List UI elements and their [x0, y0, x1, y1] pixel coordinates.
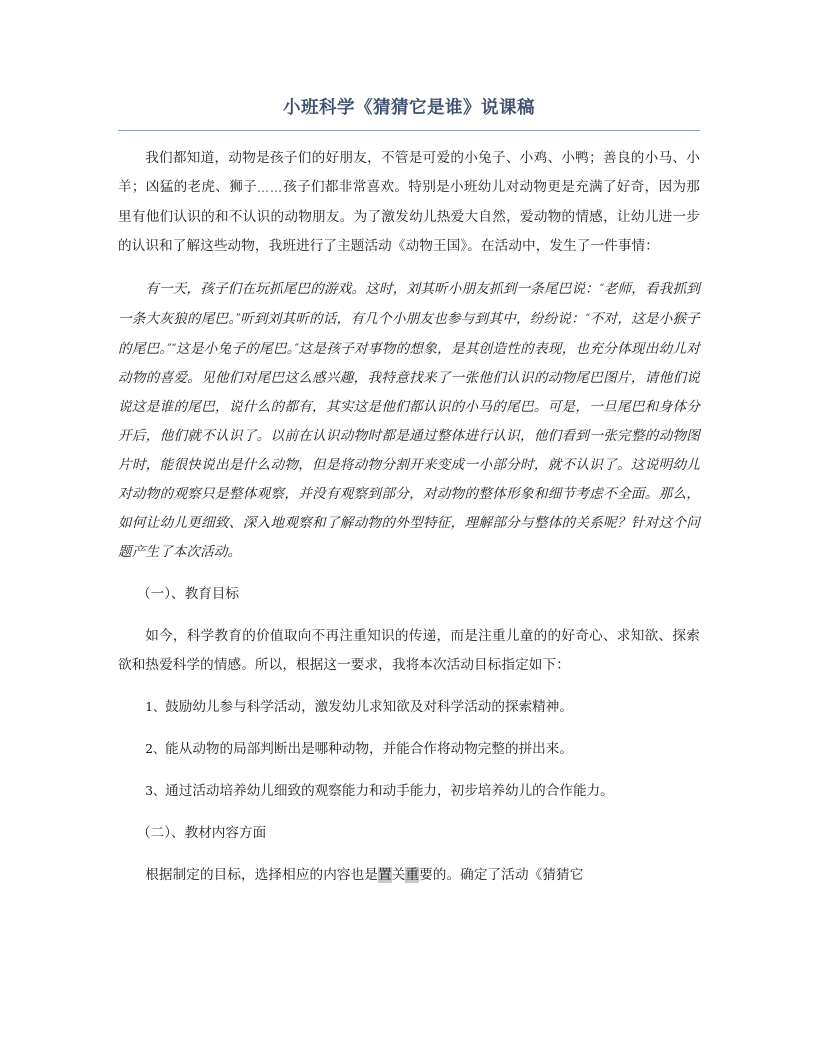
- story-part-b: 听到刘其昕的话，有几个小朋友也参与到其中，纷纷说：: [240, 310, 585, 327]
- list-item-number: 3、: [145, 784, 166, 798]
- list-item: [118, 735, 700, 764]
- list-item-text: 能从动物的局部判断出是哪种动物，并能合作将动物完整的拼出来。: [165, 741, 573, 757]
- highlighted-text-1: 置: [377, 867, 392, 883]
- story-part-c: 这是孩子对事物的想象，是其创造性的表现，也充分体现出幼儿对动物的喜爱。见他们对尾巴这么感兴趣，我特意找来了一张他们认识的动物尾巴图片，请他们说说这是谁的尾巴，说什么的都有，其实这是他们都认识的小马的尾巴。可是，一旦尾巴和身体分开后，他们就不认识了。以前在认识动物时都是通过整体进行认识，他们看到一张完整的动物图片时，能很快说出是什么动物，但是将动物分割开来变成一小部分时，就不认识了。这说明幼儿对动物的观察只是整体观察，并没有观察到部分，对动物的整体形象和细节考虑不全面。那么，如何让幼儿更细致、深入地观察和了解动物的外型特征，理解部分与整体的关系呢？针对这个问题产生了本次活动。: [118, 341, 700, 560]
- quote-close-2: ”“: [166, 342, 176, 353]
- paragraph-intro-part-b: 孩子们都非常喜欢。特别是小班幼儿对动物更是充满了好奇，因为那里有他们认识的和不认识的动物朋友。为了激发幼儿热爱大自然，爱动物的情感，让幼儿进一步的认识和了解这些动物，我班进行了主题活动《动物王国》。在活动中，发生了一件事情：: [118, 178, 700, 254]
- title-divider: [118, 130, 700, 131]
- highlighted-text-2: 重: [405, 867, 420, 883]
- quote-close-3: ”: [293, 342, 299, 353]
- section-heading-two: （二）、教材内容方面: [137, 825, 267, 841]
- story-quote-3: 这是小兔子的尾巴。: [175, 341, 294, 357]
- materials-middle: 关: [391, 867, 406, 883]
- paragraph-objectives-intro: 如今，科学教育的价值取向不再注重知识的传递，而是注重儿童的的好奇心、求知欲、探索欲和热爱科学的情感。所以，根据这一要求，我将本次活动目标指定如下：: [118, 628, 700, 673]
- paragraph-materials: [118, 861, 700, 890]
- quote-open-2: “: [584, 312, 590, 323]
- story-quote-1: 老师，看我抓到一条大灰狼的尾巴。: [118, 280, 701, 327]
- paragraph-intro: [118, 144, 700, 261]
- ellipsis-mark: ……: [257, 180, 283, 195]
- story-part-a: 有一天，孩子们在玩抓尾巴的游戏。这时，刘其昕小朋友抓到一条尾巴说：: [145, 280, 600, 297]
- list-item: [118, 693, 700, 722]
- story-quote-2: 不对，这是小猴子的尾巴。: [118, 310, 700, 357]
- list-item-text: 通过活动培养幼儿细致的观察能力和动手能力，初步培养幼儿的合作能力。: [165, 783, 614, 799]
- list-item-number: 2、: [145, 742, 166, 756]
- document-body: [118, 144, 700, 890]
- section-heading-one: （一）、教育目标: [137, 586, 239, 602]
- paragraph-story: [118, 274, 700, 567]
- page-title: 小班科学《猜猜它是谁》说课稿: [283, 98, 535, 118]
- quote-close-1: ”: [235, 312, 241, 323]
- document-content: [118, 0, 700, 903]
- list-item-text: 鼓励幼儿参与科学活动，激发幼儿求知欲及对科学活动的探索精神。: [165, 699, 573, 715]
- quote-open-1: “: [599, 282, 604, 293]
- materials-part-a: 根据制定的目标，选择相应的内容也是: [145, 867, 378, 883]
- materials-part-b: 要的。确定了活动《猜猜它: [419, 867, 584, 883]
- list-item: [118, 777, 700, 806]
- list-item-number: 1、: [145, 700, 166, 714]
- paragraph-intro-part-a: 我们都知道，动物是孩子们的好朋友，不管是可爱的小兔子、小鸡、小鸭；善良的小马、小羊；凶猛的老虎、狮子: [118, 149, 700, 195]
